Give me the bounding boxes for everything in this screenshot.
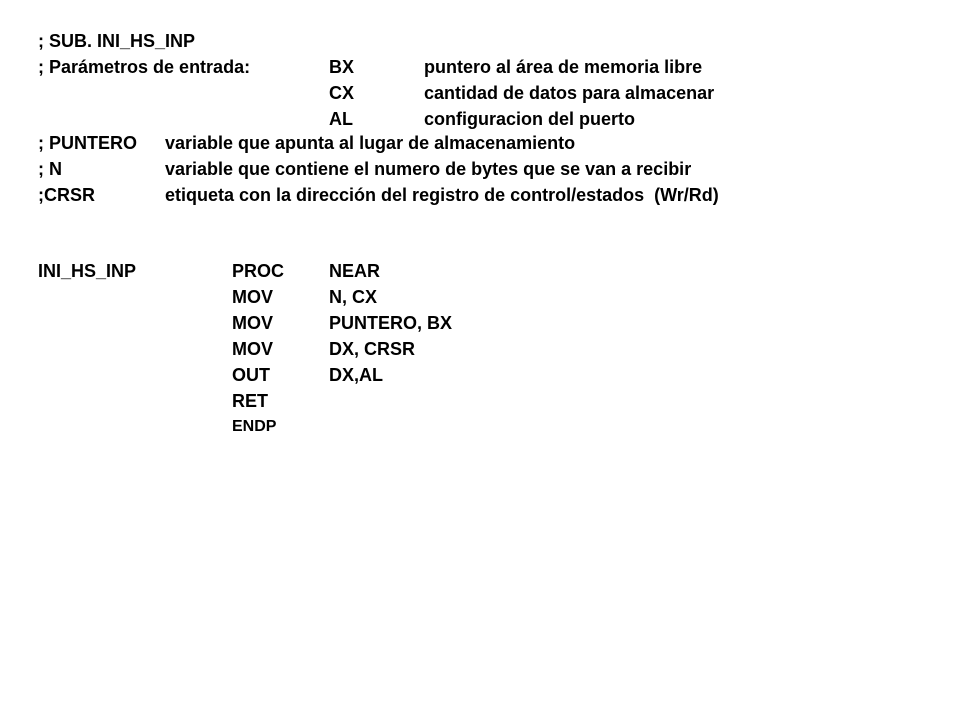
param-reg: BX: [329, 57, 355, 77]
proc-label: INI_HS_INP: [38, 261, 137, 281]
var-name: ; PUNTERO: [38, 133, 137, 153]
param-desc: puntero al área de memoria libre: [424, 57, 703, 77]
param-desc: configuracion del puerto: [424, 109, 636, 129]
var-name: ;CRSR: [38, 185, 95, 205]
param-reg: AL: [329, 109, 353, 129]
code-op: RET: [232, 391, 268, 411]
code-op: MOV: [232, 339, 274, 359]
code-op: PROC: [232, 261, 285, 281]
param-desc: cantidad de datos para almacenar: [424, 83, 715, 103]
code-op: ENDP: [232, 418, 277, 435]
subroutine-title: ; SUB. INI_HS_INP: [38, 31, 196, 51]
code-arg: DX,AL: [329, 365, 383, 385]
code-arg: N, CX: [329, 287, 378, 307]
code-arg: PUNTERO, BX: [329, 313, 453, 333]
code-op: MOV: [232, 287, 274, 307]
var-name: ; N: [38, 159, 62, 179]
code-arg: NEAR: [329, 261, 381, 281]
var-desc: variable que apunta al lugar de almacenamiento: [165, 133, 576, 153]
var-desc: variable que contiene el numero de bytes que se van a recibir: [165, 159, 692, 179]
var-desc: etiqueta con la dirección del registro de control/estados (Wr/Rd): [165, 185, 719, 205]
params-label: ; Parámetros de entrada:: [38, 57, 251, 77]
code-arg: DX, CRSR: [329, 339, 416, 359]
param-reg: CX: [329, 83, 355, 103]
code-op: OUT: [232, 365, 270, 385]
code-op: MOV: [232, 313, 274, 333]
